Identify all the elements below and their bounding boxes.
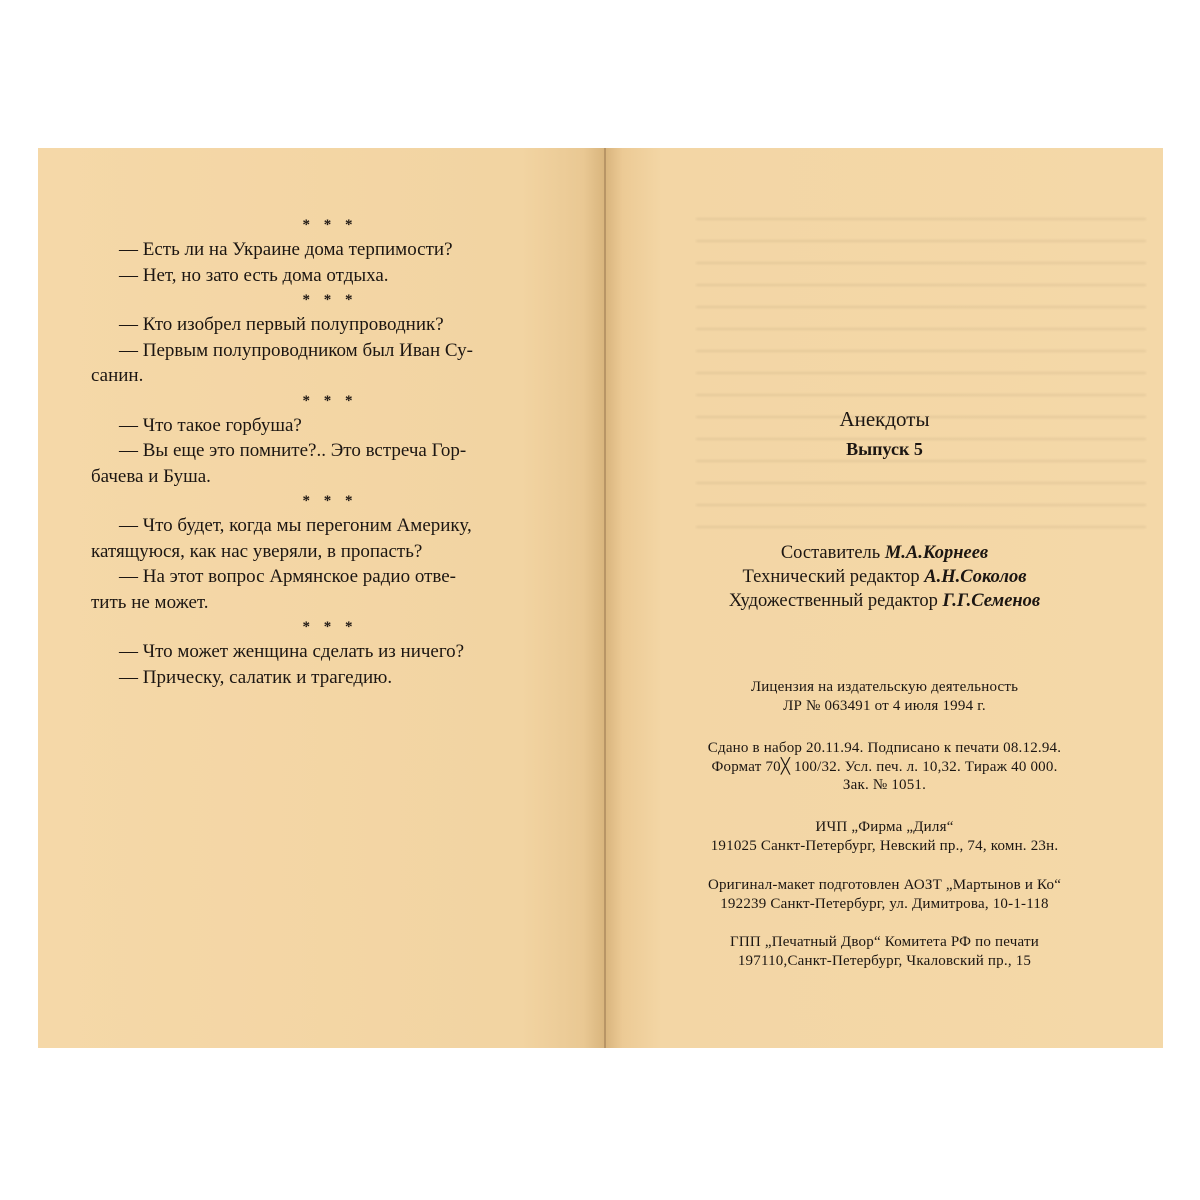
separator-stars: * * * [302, 619, 358, 635]
joke-line: санин. [91, 365, 144, 386]
left-page [38, 148, 606, 1048]
credit-role: Составитель [780, 543, 881, 563]
show-through-shadow [696, 218, 1146, 538]
joke-line: — Вы еще это помните?.. Это встреча Гор- [119, 440, 467, 461]
jokes-column [91, 213, 559, 690]
layout-company-info [606, 876, 1163, 913]
joke-line: — Прическу, салатик и трагедию. [119, 666, 393, 688]
joke-line: — Есть ли на Украине дома терпимости? [119, 239, 453, 260]
separator-stars: * * * [302, 493, 358, 509]
joke-line: бачева и Буша. [91, 465, 211, 487]
separator-stars: * * * [302, 392, 358, 409]
right-page [606, 148, 1163, 1048]
issue-number: Выпуск 5 [846, 439, 923, 459]
joke-line: — Кто изобрел первый полупроводник? [119, 314, 444, 335]
joke-line: — Что будет, когда мы перегоним Америку, [119, 515, 472, 536]
joke-1 [91, 213, 559, 288]
separator-stars: * * * [302, 292, 358, 308]
imprint-line: Лицензия на издательскую деятельность [750, 679, 1019, 695]
joke-line: — Что может женщина сделать из ничего? [119, 641, 465, 662]
printer-info [606, 933, 1163, 970]
joke-2 [91, 288, 559, 389]
imprint-line: ГПП „Печатный Двор“ Комитета РФ по печати [730, 934, 1039, 950]
credit-tech-editor [606, 565, 1163, 589]
joke-line: — На этот вопрос Армянское радио отве- [119, 566, 456, 587]
book-title: Анекдоты [839, 407, 930, 431]
imprint-line: 197110,Санкт-Петербург, Чкаловский пр., 15 [737, 952, 1032, 969]
joke-4 [91, 489, 559, 615]
credit-name: Г.Г.Семенов [942, 591, 1041, 611]
imprint-line: Формат 70╳ 100/32. Усл. печ. л. 10,32. Тираж 40 000. [711, 758, 1058, 775]
joke-line: тить не может. [91, 591, 209, 613]
credit-role: Художественный редактор [728, 591, 938, 611]
credits-block [606, 541, 1163, 613]
credit-compiler [606, 541, 1163, 565]
joke-line: — Нет, но зато есть дома отдыха. [119, 264, 389, 286]
print-data [606, 739, 1163, 795]
imprint-line: ИЧП „Фирма „Диля“ [815, 819, 954, 835]
imprint-line: Оригинал-макет подготовлен АОЗТ „Мартынов и Ко“ [707, 877, 1062, 893]
imprint-line: Зак. № 1051. [842, 777, 927, 793]
credit-art-editor [606, 589, 1163, 613]
joke-line: — Первым полупроводником был Иван Су- [119, 339, 473, 361]
imprint-line: 191025 Санкт-Петербург, Невский пр., 74, комн. 23н. [710, 837, 1059, 854]
credit-name: М.А.Корнеев [884, 543, 989, 563]
imprint-line: ЛР № 063491 от 4 июля 1994 г. [783, 697, 986, 714]
joke-5 [91, 615, 559, 690]
imprint-line: 192239 Санкт-Петербург, ул. Димитрова, 10-1-118 [720, 895, 1049, 912]
book-spread [38, 148, 1163, 1048]
publisher-info [606, 818, 1163, 855]
joke-line: — Что такое горбуша? [119, 414, 302, 436]
imprint-line: Сдано в набор 20.11.94. Подписано к печати 08.12.94. [707, 740, 1062, 756]
joke-line: катящуюся, как нас уверяли, в пропасть? [91, 540, 423, 562]
separator-stars: * * * [302, 217, 358, 233]
credit-name: А.Н.Соколов [924, 567, 1027, 587]
joke-3 [91, 389, 559, 490]
license-info [606, 678, 1163, 715]
credit-role: Технический редактор [742, 567, 920, 587]
